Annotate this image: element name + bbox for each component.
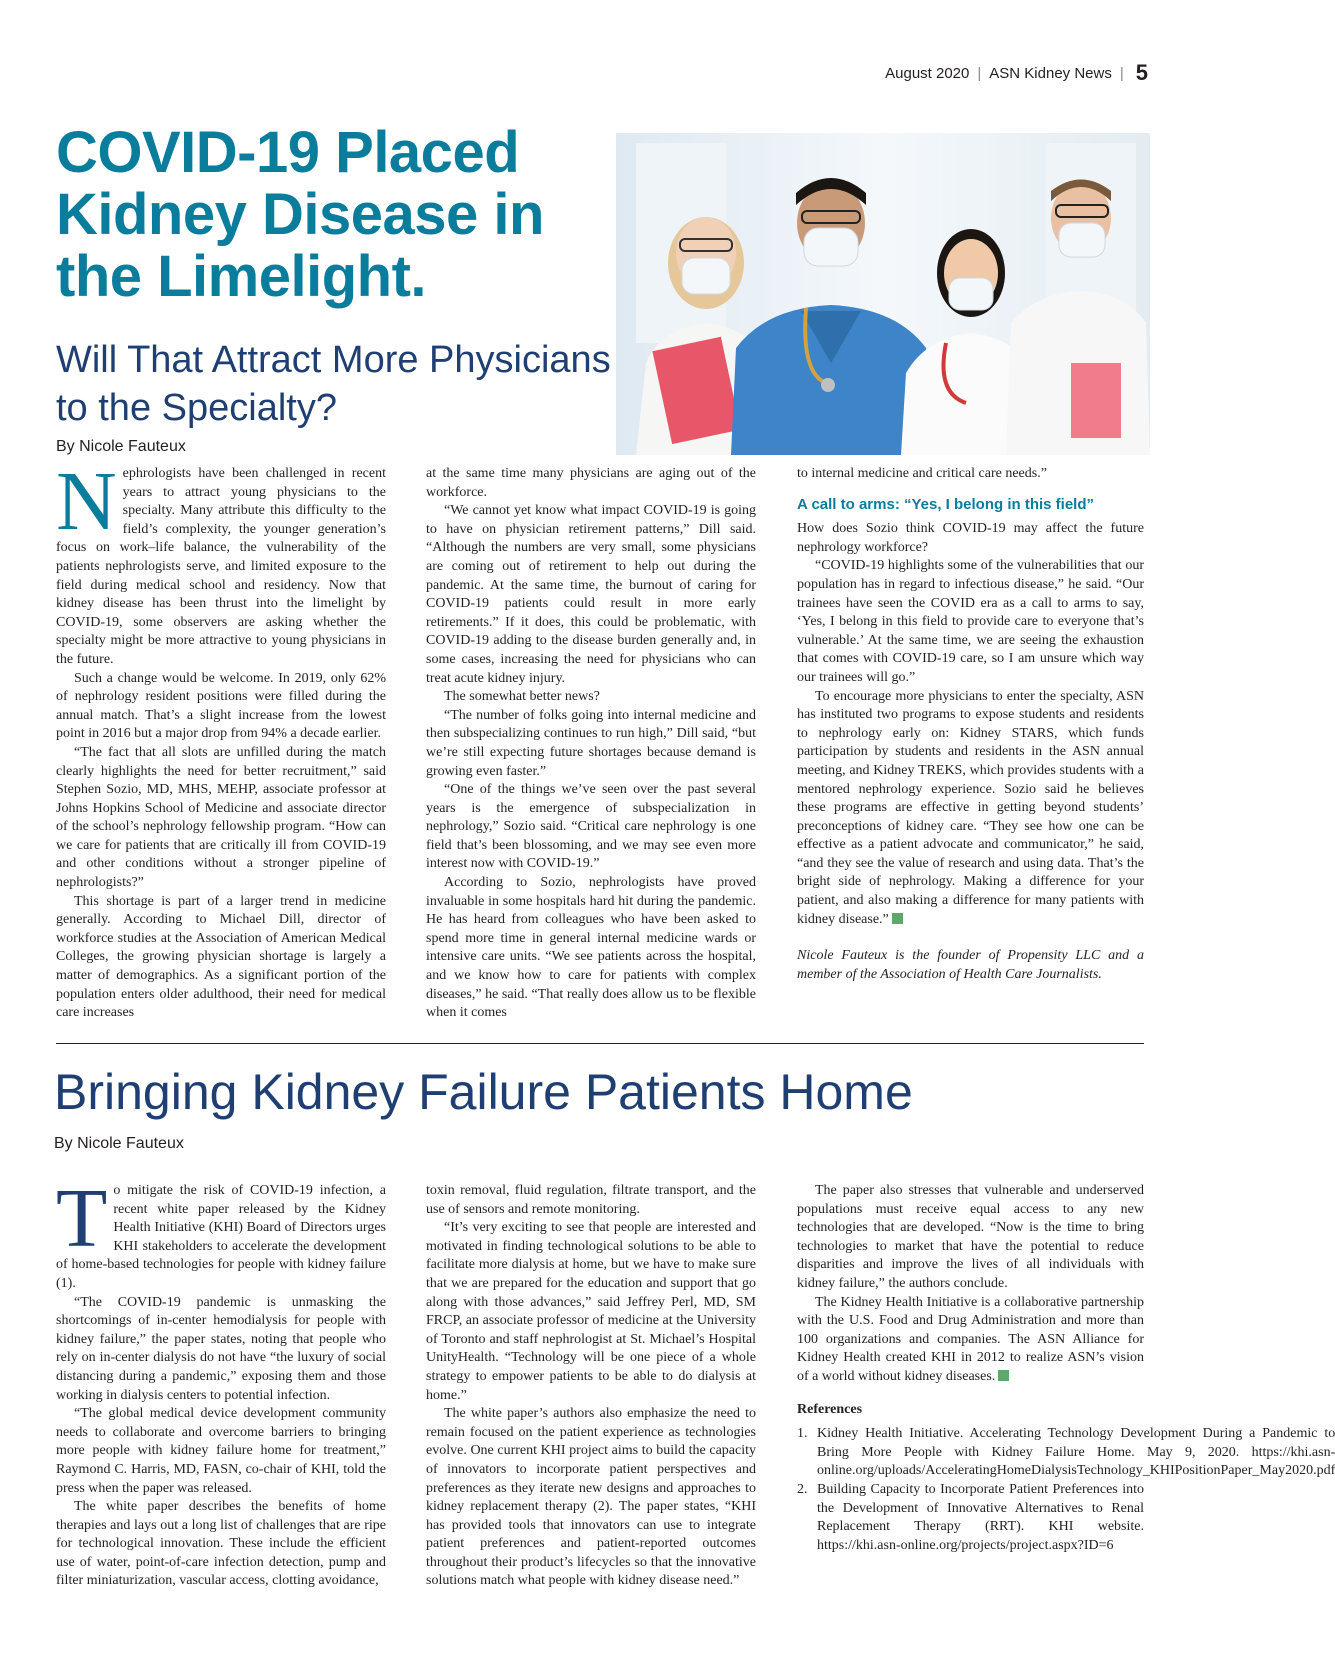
paragraph: “COVID-19 highlights some of the vulnerabilities that our population has in regard to infectious disease,” he said. “Our trainees have seen the COVID era as a call to arms to say, ‘Yes, I belong in this field to provide care to everyone that’s vulnerable.’ At the same time, we are seeing the exhaustion that comes with COVID-19 care, so I am unsure which way our trainees will go.”: [797, 558, 1144, 685]
article2-title: Bringing Kidney Failure Patients Home: [54, 1064, 913, 1120]
page-header: [885, 60, 1148, 86]
paragraph: “One of the things we’ve seen over the past several years is the emergence of subspecialization in nephrology,” Sozio said. “Critical care nephrology is one field that’s been blossoming, and we may see even more interest now with COVID-19.”: [426, 782, 756, 872]
paragraph-text: To encourage more physicians to enter the specialty, ASN has instituted two programs to expose students and residents to nephrology early on: Kidney STARS, which funds participation by students and residents in the ASN annual meeting, and Kidney TREKS, which provides students with a mentored nephrology experience. Sozio said he believes these programs are effective in getting beyond students’ preconceptions of kidney care. “They see how one can be effective as a patient advocate and communicator,” he said, “and they see the value of research and using data. That’s the bright side of nephrology. Making a difference for your patient, and also making a difference for many patients with kidney disease.”: [797, 688, 1144, 927]
reference-number: 2.: [797, 1481, 808, 1497]
header-separator: |: [1119, 64, 1124, 82]
paragraph: “It’s very exciting to see that people are interested and motivated in finding technological solutions to be able to facilitate more dialysis at home, but we have to make sure that we are prepared for the education and support that go along with those advances,” said Jeffrey Perl, MD, SM FRCP, an associate professor of medicine at the University of Toronto and staff nephrologist at St. Michael’s Hospital UnityHealth. “Technology will be one piece of a whole strategy to empower patients to be able to do dialysis at home.”: [426, 1220, 756, 1403]
paragraph: toxin removal, fluid regulation, filtrate transport, and the use of sensors and remote monitoring.: [426, 1183, 756, 1217]
references-list: [797, 1425, 1335, 1555]
article2-column-2: [426, 1182, 756, 1591]
section-subhead: A call to arms: “Yes, I belong in this field”: [797, 495, 1095, 513]
article2-column-3: [797, 1182, 1335, 1555]
paragraph-text: The Kidney Health Initiative is a collaborative partnership with the U.S. Food and Drug Administration and more than 100 organizations and companies. The ASN Alliance for Kidney Health created KHI in 2012 to realize ASN’s vision of a world without kidney diseases.: [797, 1294, 1144, 1384]
paragraph: to internal medicine and critical care needs.”: [797, 466, 1047, 481]
paragraph: [797, 1294, 1144, 1387]
end-mark-icon: [998, 1370, 1009, 1381]
issue-date: August 2020: [885, 64, 970, 82]
paragraph: The paper also stresses that vulnerable and underserved populations must receive equal access to any new technologies that are developed. “Now is the time to bring technologies to market that have the potential to reduce disparities and improve the lives of all individuals with kidney failure,” the authors conclude.: [797, 1183, 1144, 1291]
section-divider: [56, 1043, 1144, 1044]
paragraph: “We cannot yet know what impact COVID-19 is going to have on physician retirement patterns,” Dill said. “Although the numbers are very small, some physicians are coming out of retirement to help out during the pandemic. At the same time, the burnout of caring for COVID-19 patients could result in more early retirements.” If it does, this could be problematic, with COVID-19 adding to the disease burden generally and, in some cases, increasing the need for physicians who can treat acute kidney injury.: [426, 503, 756, 686]
paragraph: According to Sozio, nephrologists have proved invaluable in some hospitals hard hit during the pandemic. He has heard from colleagues who have been asked to spend more time in general internal medicine wards or intensive care units. “We see patients across the hospital, and we know how to care for patients with complex diseases,” he said. “That really does allow us to be flexible when it comes: [426, 875, 756, 1021]
paragraph: ephrologists have been challenged in recent years to attract young physicians to the specialty. Many attribute this difficulty to the field’s complexity, the younger generation’s focus on work–life balance, the vulnerability of the patients nephrologists serve, and limited exposure to the field during medical school and residency. Now that kidney disease has been thrust into the limelight by COVID-19, some observers are asking whether the specialty might be more attractive to young physicians in the future.: [56, 466, 386, 667]
article1-column-3: [797, 465, 1144, 984]
article1-byline: By Nicole Fauteux: [56, 438, 186, 455]
paragraph: o mitigate the risk of COVID-19 infection, a recent white paper released by the Kidney Health Initiative (KHI) Board of Directors urges KHI stakeholders to accelerate the development of home-based technologies for people with kidney failure (1).: [56, 1183, 386, 1291]
paragraph: at the same time many physicians are aging out of the workforce.: [426, 466, 756, 500]
header-separator: |: [977, 64, 982, 82]
paragraph: The white paper’s authors also emphasize the need to remain focused on the patient experience as technologies evolve. One current KHI project aims to build the capacity of innovators to incorporate patient perspectives and preferences as they iterate new designs and approaches to kidney replacement therapy (2). The paper states, “KHI has provided tools that innovators can use to integrate patient preferences and patient-reported outcomes throughout their product’s lifecycles so that the innovative solutions match what people with kidney disease need.”: [426, 1406, 756, 1589]
publication-name: ASN Kidney News: [989, 64, 1112, 82]
article1-photo: [616, 133, 1150, 455]
paragraph: [797, 688, 1144, 930]
dropcap: N: [56, 455, 117, 548]
references-heading: References: [797, 1401, 863, 1417]
paragraph: “The global medical device development community needs to collaborate and overcome barriers to bringing more people with kidney failure home for treatment,” Raymond C. Harris, MD, FASN, co-chair of KHI, told the press when the paper was released.: [56, 1406, 386, 1496]
paragraph: How does Sozio think COVID-19 may affect the future nephrology workforce?: [797, 521, 1144, 555]
article1-title: COVID-19 Placed Kidney Disease in the Limelight.: [56, 120, 544, 309]
reference-text: Building Capacity to Incorporate Patient Preferences into the Development of Innovative Alternatives to Renal Replacement Therapy (RRT). KHI website. https://khi.asn-online.org/projects/project.aspx?ID=6: [817, 1481, 1144, 1553]
paragraph: The somewhat better news?: [444, 689, 600, 705]
paragraph: “The fact that all slots are unfilled during the match clearly highlights the need for better recruitment,” said Stephen Sozio, MD, MHS, MEHP, associate professor at Johns Hopkins School of Medicine and associate director of the school’s nephrology fellowship program. “How can we care for patients that are critically ill from COVID-19 and other conditions without a stronger pipeline of nephrologists?”: [56, 744, 386, 891]
medical-team-illustration: [616, 133, 1150, 455]
reference-number: 1.: [797, 1426, 808, 1442]
reference-text: Kidney Health Initiative. Accelerating Technology Development During a Pandemic to Bring More People with Kidney Failure Home. May 9, 2020. https://khi.asn-online.org/uploads/AcceleratingHomeDialysisTechnology_KHIPositionPaper_May2020.pdf: [817, 1426, 1335, 1479]
article1-column-2: [426, 465, 756, 1023]
article1-column-1: [56, 455, 386, 1023]
paragraph: This shortage is part of a larger trend in medicine generally. According to Michael Dill, director of workforce studies at the Association of American Medical Colleges, the growing physician shortage is largely a matter of demographics. As a significant portion of the population enters older adulthood, their need for medical care increases: [56, 893, 386, 1021]
article1-subtitle: Will That Attract More Physicians to the Specialty?: [56, 339, 611, 429]
author-bio: Nicole Fauteux is the founder of Propensity LLC and a member of the Association of Health Care Journalists.: [797, 948, 1144, 982]
paragraph: The white paper describes the benefits of home therapies and lays out a long list of challenges that are ripe for technological innovation. These include the efficient use of water, point-of-care infection detection, pump and filter miniaturization, vascular access, clotting avoidance,: [56, 1499, 386, 1589]
end-mark-icon: [892, 913, 903, 924]
paragraph: Such a change would be welcome. In 2019, only 62% of nephrology resident positions were filled during the annual match. That’s a slight increase from the lowest point in 2016 but a major drop from 94% a decade earlier.: [56, 670, 386, 742]
article2-column-1: [56, 1172, 386, 1591]
paragraph: “The COVID-19 pandemic is unmasking the shortcomings of in-center hemodialysis for people with kidney failure,” the paper states, noting that people who rely on in-center dialysis do not have “the luxury of social distancing during a pandemic,” exposing them and those working in dialysis centers to potential infection.: [56, 1294, 386, 1403]
paragraph: “The number of folks going into internal medicine and then subspecializing continues to run high,” Dill said, “but we’re still expecting future shortages because demand is growing even faster.”: [426, 707, 756, 779]
article2-byline: By Nicole Fauteux: [54, 1135, 184, 1152]
reference-item: [797, 1425, 1335, 1481]
dropcap: T: [56, 1172, 108, 1265]
page-number: 5: [1135, 60, 1148, 85]
reference-item: [797, 1481, 1144, 1555]
